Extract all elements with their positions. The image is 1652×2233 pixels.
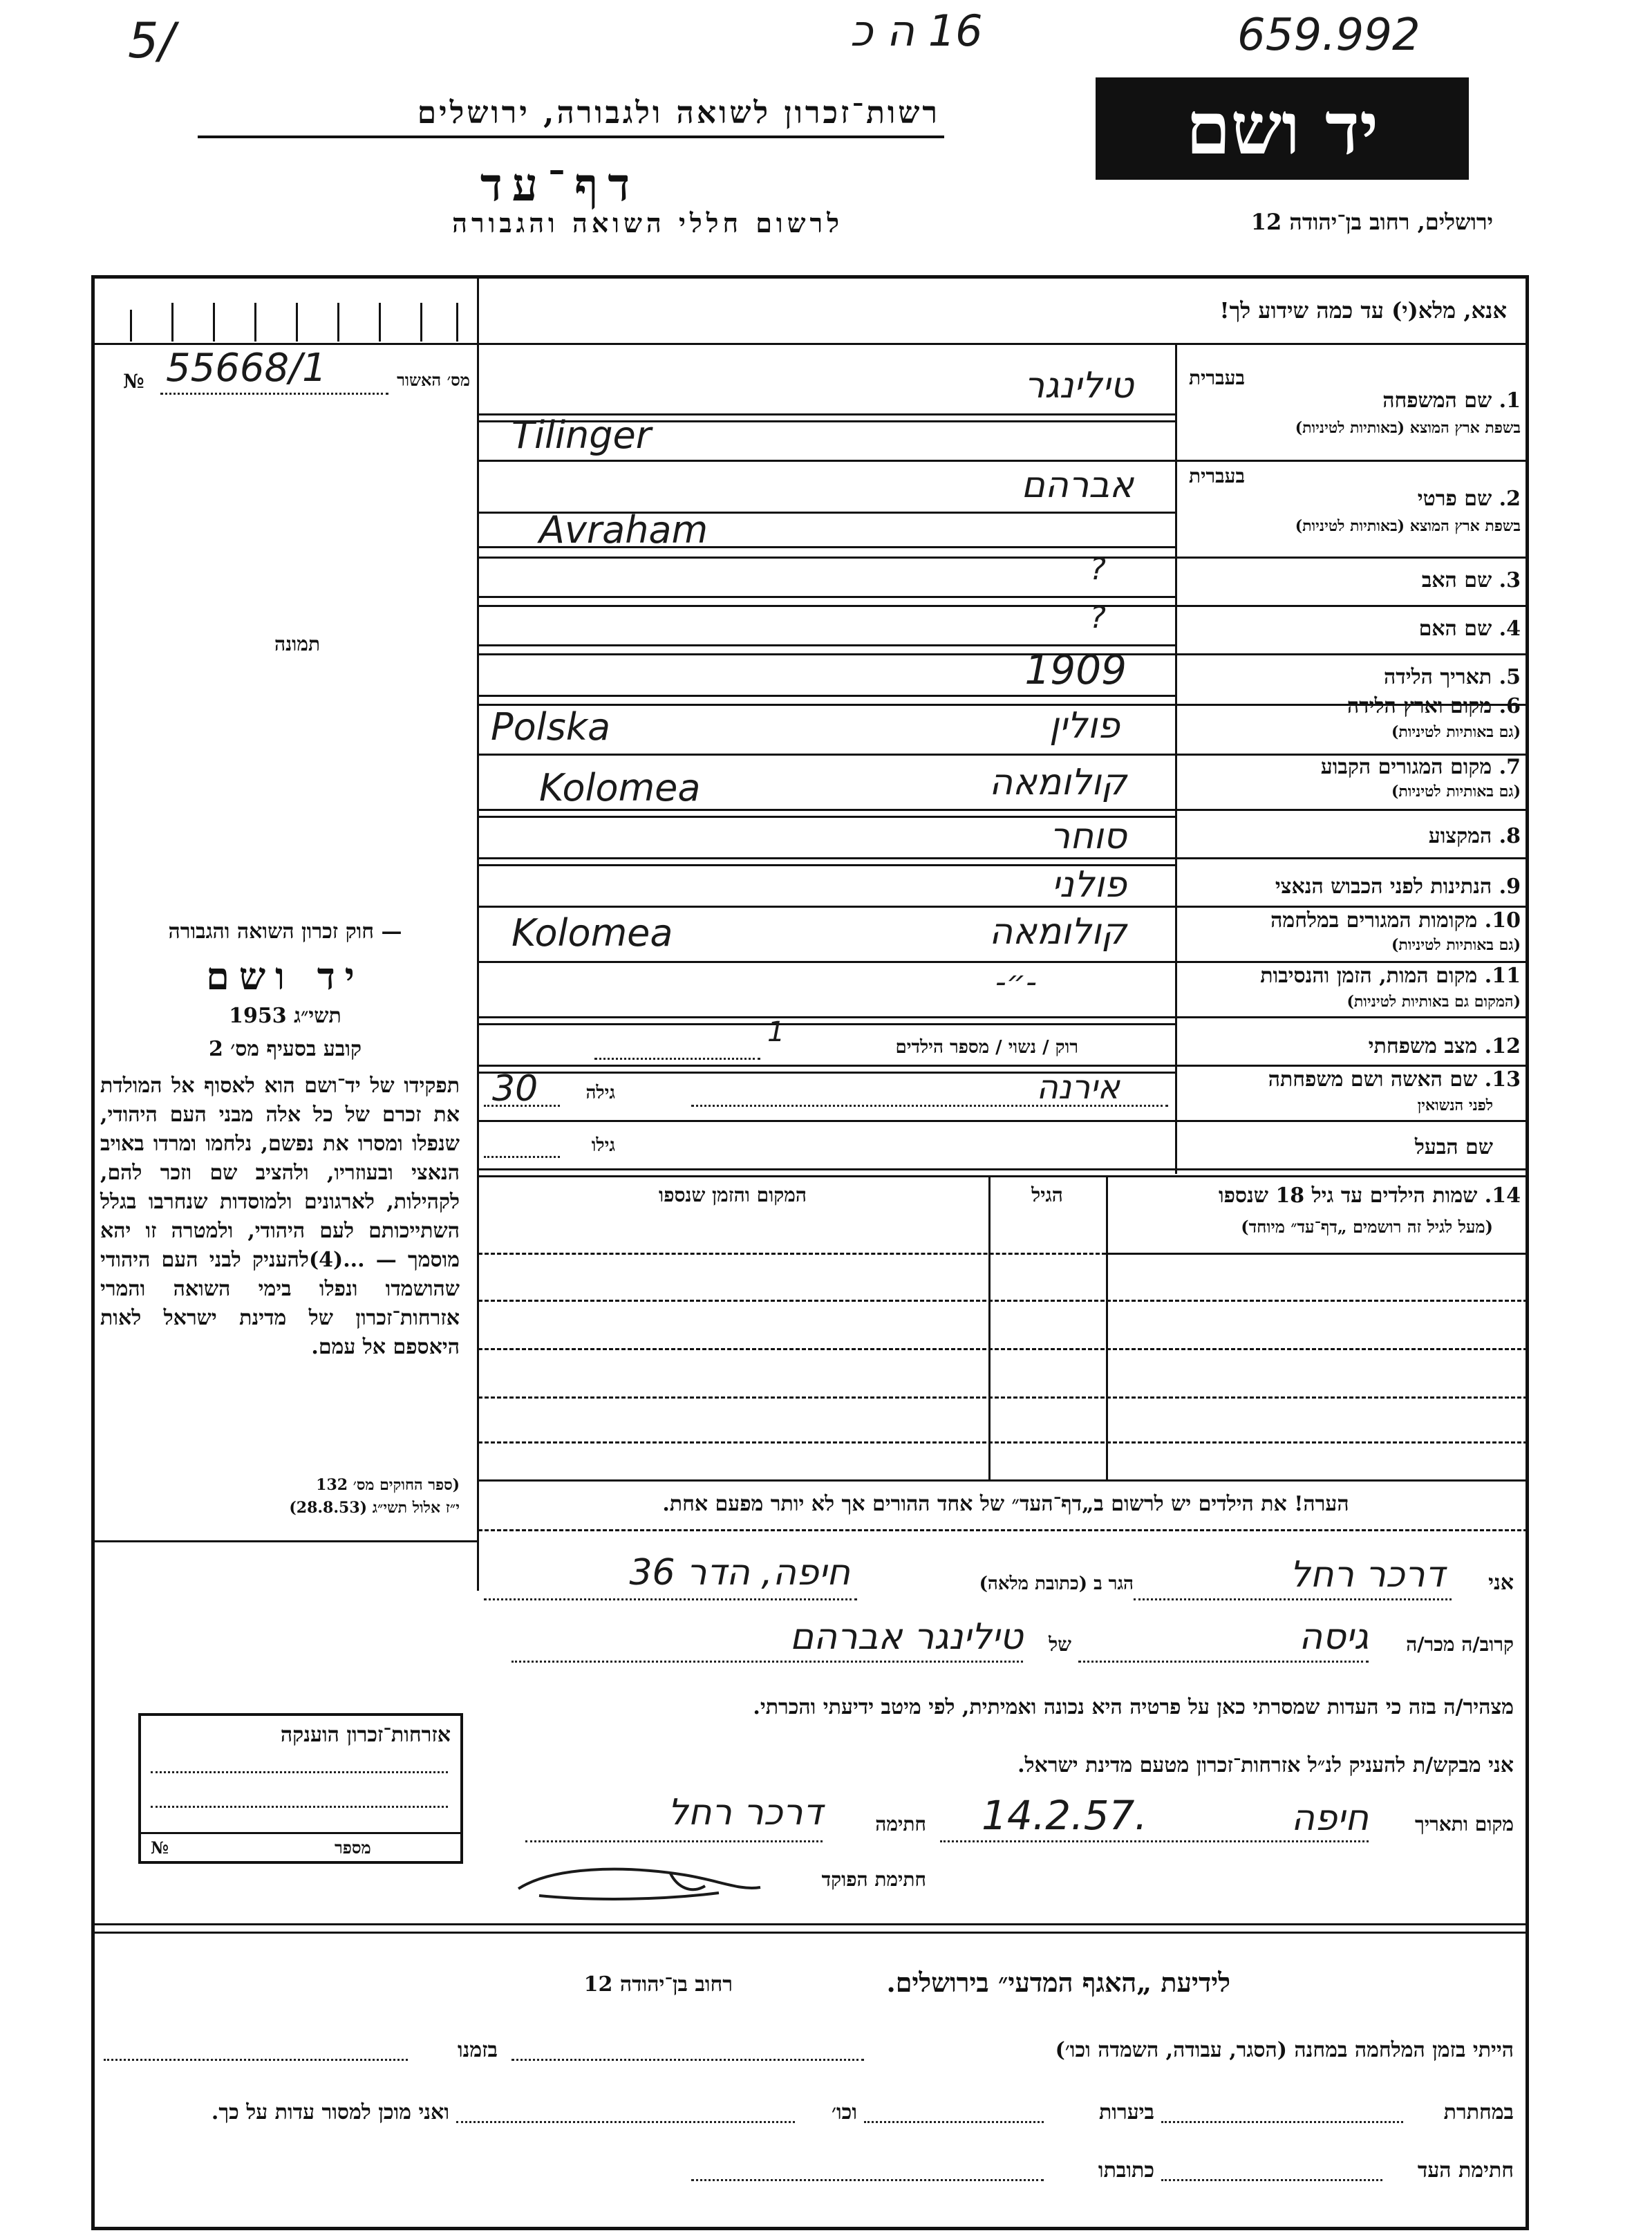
children-place-header: המקום והזמן שנספו <box>659 1184 807 1206</box>
birth-place-hebrew: פולין <box>1049 705 1120 747</box>
footer-address: רחוב בן־יהודה 12 <box>583 1972 733 1997</box>
certificate-no-label: מספר <box>335 1838 371 1858</box>
law-source: (ספר החוקים מס׳ 132 <box>316 1476 460 1494</box>
of-value: טילינגר אברהם <box>789 1616 1023 1658</box>
marital-options: רוק / נשוי / מספר הילדים <box>895 1037 1078 1058</box>
wartime-residence-latin: Kolomea <box>511 911 673 955</box>
law-panel <box>97 919 473 1535</box>
declarant-i-label: אני <box>1488 1571 1514 1595</box>
first-name-hebrew: אברהם <box>1021 465 1134 506</box>
wife-age-label: גילה <box>585 1083 615 1103</box>
certificate-title: אזרחות־זכרון הוענקה <box>280 1723 451 1747</box>
resides-label: הגר ב (כתובת מלאה) <box>979 1573 1134 1594</box>
wife-name: אירנה <box>1036 1068 1120 1107</box>
signature-value: דרכר רחל <box>668 1792 823 1833</box>
field-13-label: 13. שם האשה ושם משפחתה <box>1268 1067 1521 1092</box>
nationality: פולני <box>1051 864 1127 906</box>
field-2-label: 2. שם פרטי <box>1417 487 1521 511</box>
footer-line3-a: חתימת העד <box>1417 2158 1514 2183</box>
birth-place-latin: Polska <box>491 705 611 749</box>
field-6-label: 6. מקום וארץ הלידה <box>1346 694 1521 718</box>
residence-hebrew: קולומאה <box>989 762 1127 803</box>
law-title: — חוק זכרון השואה והגבורה <box>168 919 402 944</box>
record-no-prefix: № <box>123 370 144 393</box>
footer-line2-d: ואני מוכן למסור עדות על כך. <box>211 2100 449 2124</box>
field-9-label: 9. הנתינות לפני הכבוש הנאצי <box>1275 875 1521 899</box>
of-label: של <box>1049 1633 1071 1656</box>
footer-line2-a: במחתרת <box>1443 2100 1514 2124</box>
footer-line1-a: הייתי בזמן המלחמה במחנה (הסגר, עבודה, השמדה וכו׳) <box>1055 2038 1514 2062</box>
officer-signature-scribble <box>511 1860 774 1908</box>
declaration-text: מצהיר/ה בזה כי העדות שמסרתי כאן על פרטיה היא נכונה ואמיתית, לפי מיטב ידיעתי והכרתי. <box>753 1695 1514 1719</box>
relation-value: גיסה <box>1299 1616 1369 1658</box>
declarant-name: דרכר רחל <box>1290 1554 1445 1596</box>
children-age-header: הגיל <box>1031 1184 1063 1206</box>
certificate-box <box>138 1713 463 1864</box>
wartime-residence-hebrew: קולומאה <box>989 911 1127 953</box>
field-3-label: 3. שם האב <box>1421 568 1521 592</box>
footer-line1-b: בזמנו <box>457 2038 498 2062</box>
surname-latin: Tilinger <box>511 413 651 457</box>
law-section: קובע בסעיף מס׳ 2 <box>208 1037 362 1061</box>
surname-hebrew: טילינגר <box>1024 365 1134 407</box>
field-1-label: 1. שם המשפחה <box>1382 389 1521 413</box>
instruction: אנא, מלא(י) עד כמה שידוע לך! <box>1219 297 1507 324</box>
law-name: יד ושם <box>206 954 364 998</box>
children-count: 1 <box>767 1016 785 1048</box>
field-7-sub: (גם באותיות לטיניות) <box>1391 783 1521 801</box>
footer-title: לידיעת „האגף המדעי״ בירושלים. <box>886 1967 1230 1998</box>
address: ירושלים, רחוב בן־יהודה 12 <box>1250 209 1493 235</box>
yad-vashem-logo: יד ושם <box>1185 86 1379 171</box>
photo-label: תמונה <box>274 633 321 655</box>
first-name-latin: Avraham <box>539 508 708 552</box>
folio-mark: 16 ה כ <box>850 6 983 56</box>
law-year-line: תשי״ג 1953 <box>229 1004 341 1028</box>
field-13-sub: לפני הנשואין <box>1417 1096 1493 1114</box>
in-hebrew-label-2: בעברית <box>1189 465 1246 487</box>
record-no-label: מס׳ האשור <box>397 370 470 390</box>
relation-label: קרוב/ה מכר/ה <box>1406 1633 1514 1656</box>
place-date-label: מקום ותאריך <box>1414 1813 1514 1835</box>
father-name: ? <box>1089 552 1106 587</box>
signature-label: חתימה <box>875 1813 926 1835</box>
logo-block <box>1096 77 1469 180</box>
footer-line2-b: ביערות <box>1098 2100 1154 2124</box>
place-value: חיפה <box>1290 1797 1369 1839</box>
officer-signature-label: חתימת הפוקד <box>821 1868 926 1891</box>
children-label: 14. שמות הילדים עד גיל 18 שנספו <box>1218 1184 1521 1208</box>
request-text: אני מבקש/ת להעניק לנ״ל אזרחות־זכרון מטעם מדינת ישראל. <box>1017 1753 1514 1777</box>
archive-number: 659.992 <box>1237 10 1420 61</box>
form-title: דף־עד <box>480 158 640 212</box>
footer-line3-b: כתובתו <box>1098 2158 1154 2183</box>
certificate-no-prefix: № <box>151 1838 169 1858</box>
in-hebrew-label-1: בעברית <box>1189 366 1246 389</box>
left-column-divider <box>477 277 479 1591</box>
declarant-address: חיפה, הדר 36 <box>629 1552 850 1594</box>
field-8-label: 8. המקצוע <box>1428 824 1521 848</box>
husband-label: שם הבעל <box>1414 1135 1493 1159</box>
field-5-label: 5. תאריך הלידה <box>1384 665 1521 689</box>
date-value: 14.2.57. <box>982 1792 1147 1839</box>
field-4-label: 4. שם האם <box>1418 617 1521 641</box>
law-source-date: י״ז אלול תשי״ג (28.8.53) <box>289 1499 460 1517</box>
footer-line2-c: וכו׳ <box>832 2100 857 2124</box>
field-11-label: 11. מקום המות, הזמן והנסיבות <box>1260 964 1521 988</box>
field-6-sub: (גם באותיות לטיניות) <box>1391 723 1521 741</box>
death-place: -״- <box>995 964 1037 1000</box>
children-sub: (מעל לגיל זה רושמים „דף־עד״ מיוחד) <box>1241 1217 1493 1237</box>
children-note: הערה! את הילדים יש לרשום ב„דף־העד״ של אחד ההורים אך לא יותר מפעם אחת. <box>662 1492 1349 1516</box>
header-rule <box>198 136 944 138</box>
field-7-label: 7. מקום המגורים הקבוע <box>1320 755 1521 779</box>
field-11-sub: (המקום גם באותיות לטיניות) <box>1346 993 1521 1011</box>
husband-age-label: גילו <box>591 1135 615 1156</box>
residence-latin: Kolomea <box>539 766 701 810</box>
wife-age: 30 <box>492 1068 538 1110</box>
tick-marks <box>118 282 463 342</box>
field-10-label: 10. מקומות המגורים במלחמה <box>1270 908 1521 933</box>
form-subtitle: לרשום חללי השואה והגבורה <box>452 207 843 239</box>
field-10-sub: (גם באותיות לטיניות) <box>1391 936 1521 954</box>
corner-mark: 5/ <box>128 12 176 69</box>
authority-name: רשות־זכרון לשואה ולגבורה, ירושלים <box>417 95 940 131</box>
record-no-value: 55668/1 <box>166 346 327 391</box>
field-12-label: 12. מצב משפחתי <box>1368 1034 1521 1058</box>
field-2-sub: בשפת ארץ המוצא (באותיות לטיניות) <box>1295 517 1521 535</box>
birth-date: 1909 <box>1024 646 1127 693</box>
mother-name: ? <box>1089 600 1106 635</box>
occupation: סוחר <box>1049 816 1127 857</box>
label-column-divider <box>1175 344 1177 1174</box>
law-text: תפקידו של יד־ושם הוא לאסוף אל המולדת את זכרם של כל אלה מבני העם היהודי, שנפלו ומסרו את נפשם, נלחמו ומרדו באויב הנאצי ובעוזריו, ולהציב שם וזכר להם, לקהילות, לארגונים ולמוסדות שנחרבו בגלל השתייכותם לעם היהודי, ולמטרה זו יהא מוסמך — ...(4)להעניק לבני העם היהודי שהושמדו ונפלו בימי השואה והמרי אזרחות־זכרון של מדינת ישראל לאות היאספם אל עמם. <box>100 1074 460 1359</box>
field-1-sub: בשפת ארץ המוצא (באותיות לטיניות) <box>1295 419 1521 437</box>
